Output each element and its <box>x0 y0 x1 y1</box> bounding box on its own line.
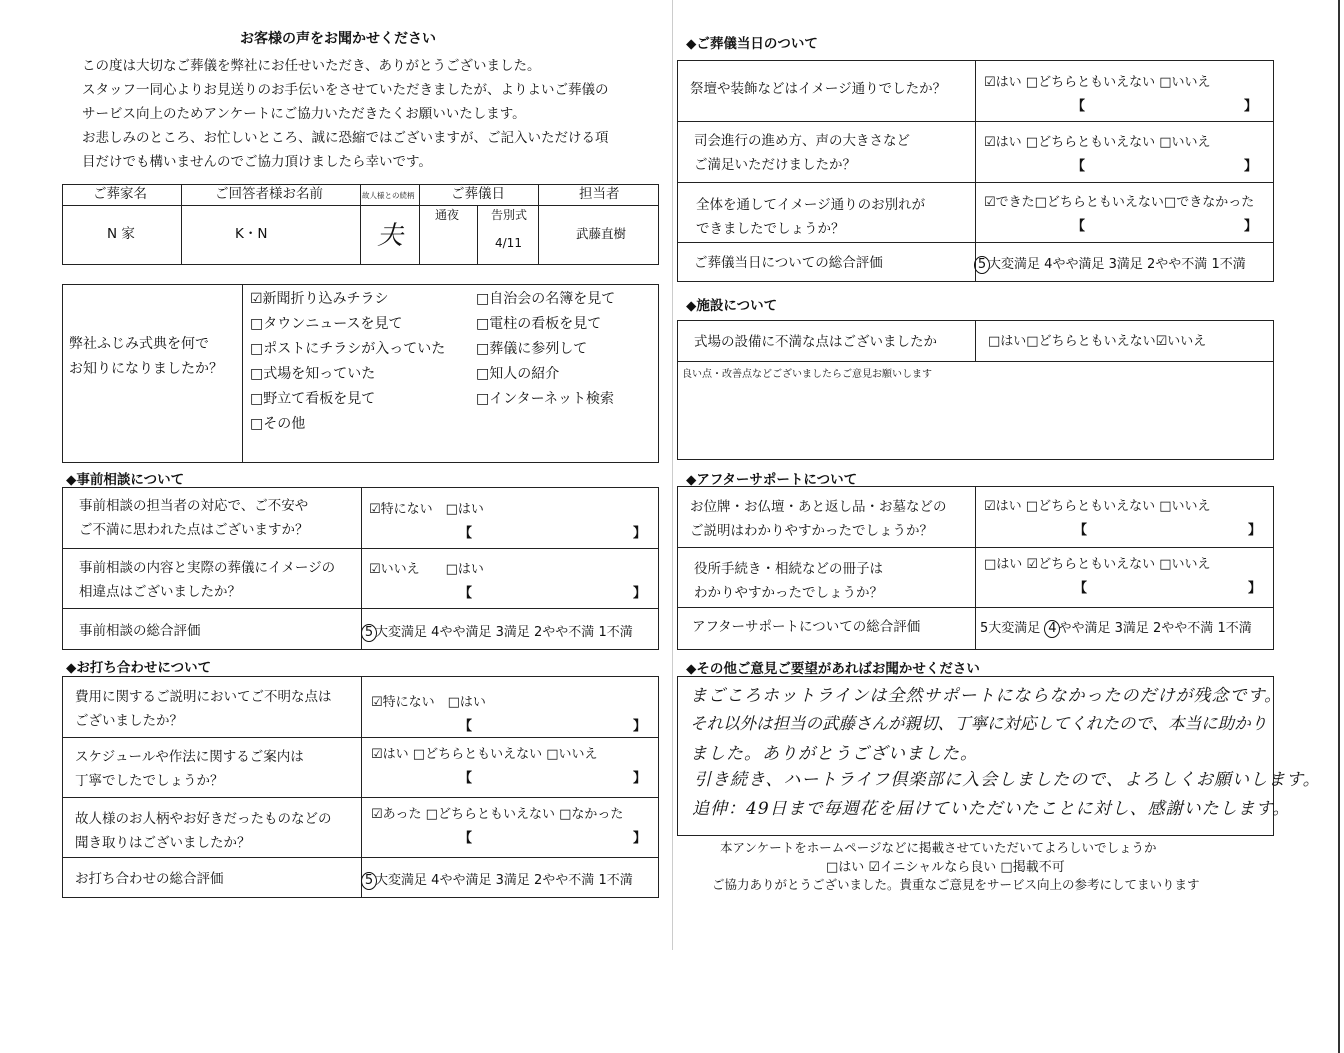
referral-question: 弊社ふじみ式典を何で <box>69 336 209 352</box>
funeral-date-value: 4/11 <box>495 236 522 250</box>
relation-value: 夫 <box>377 221 405 251</box>
header-family: ご葬家名 <box>93 186 147 202</box>
intro-text: この度は大切なご葬儀を弊社にお任せいただき、ありがとうございました。 スタッフ一同心よりお見送りのお手伝いをさせていただきましたが、よりよいご葬儀の サービス向上のためアンケートにご協力いただきたくお願いいたします。 お悲しみのところ、お忙しいところ、誠に恐縮ではございますが、ご記入いただける項 目だけでも構いませんのでご協力頂けましたら幸いです。 <box>82 58 609 170</box>
page-edge <box>1338 0 1340 1053</box>
page-fold <box>672 0 673 950</box>
header-funeral: 告別式 <box>491 208 528 222</box>
header-date: ご葬儀日 <box>451 186 505 202</box>
section-after-title: ◆アフターサポートについて <box>686 472 858 488</box>
consent-question: 本アンケートをホームページなどに掲載させていただいてよろしいでしょうか <box>720 840 1157 855</box>
comment-line: 引き続き、ハートライフ倶楽部に入会しましたので、よろしくお願いします。 <box>694 770 1321 790</box>
section-preconsult-title: ◆事前相談について <box>66 472 185 488</box>
info-table <box>62 184 659 265</box>
comment-line: まごころホットラインは全然サポートにならなかったのだけが残念です。 <box>690 686 1283 706</box>
comment-line: それ以外は担当の武藤さんが親切、丁寧に対応してくれたので、本当に助かり <box>690 714 1268 733</box>
family-name-value: N 家 <box>107 226 135 242</box>
section-facility-title: ◆施設について <box>686 298 778 314</box>
facility-table: 式場の設備に不満な点はございましたか □はい□どちらともいえない☑いいえ 良い点・改善点などございましたらご意見お願いします <box>677 320 1274 460</box>
thanks-text: ご協力ありがとうございました。貴重なご意見をサービス向上の参考にしてまいります <box>712 877 1200 892</box>
preconsult-table: 事前相談の担当者の対応で、ご不安や ご不満に思われた点はございますか？ ☑特にない □はい 【 】 事前相談の内容と実際の葬儀にイメージの 相違点はございましたか？ ☑いいえ □はい 【 】 事前相談の総合評価 5 大変満足 4やや満足 3満足 2やや不満 1不満 <box>62 487 659 650</box>
after-table: お位牌・お仏壇・あと返し品・お墓などの ご説明はわかりやすかったでしょうか？ ☑はい □どちらともいえない □いいえ 【 】 役所手続き・相続などの冊子は わかりやすかったでしょうか？ □はい ☑どちらともいえない □いいえ 【 】 アフターサポートについての総合評価 5大変満足 4 やや満足 3満足 2やや不満 1不満 <box>677 486 1274 650</box>
day-table: 祭壇や装飾などはイメージ通りでしたか？ ☑はい □どちらともいえない □いいえ 【 】 司会進行の進め方、声の大きさなど ご満足いただけましたか？ ☑はい □どちらともいえない □いいえ 【 】 全体を通してイメージ通りのお別れが できましたでしょうか？ ☑できた□どちらともいえない□できなかった 【 】 ご葬儀当日についての総合評価 5 大変満足 4やや満足 3満足 2やや不満 1不満 <box>677 60 1274 282</box>
header-respondent: ご回答者様お名前 <box>215 186 323 202</box>
meeting-rating: 5 大変満足 4やや満足 3満足 2やや不満 1不満 <box>361 869 633 890</box>
comment-line: ました。ありがとうございました。 <box>690 744 978 764</box>
consent-answer: □はい ☑イニシャルなら良い □掲載不可 <box>826 860 1065 875</box>
section-meeting-title: ◆お打ち合わせについて <box>66 660 212 676</box>
page-title: お客様の声をお聞かせください <box>240 31 436 47</box>
referral-box: 弊社ふじみ式典を何で お知りになりましたか？ ☑新聞折り込みチラシ □タウンニュースを見て □ポストにチラシが入っていた □式場を知っていた □野立て看板を見て □その他 □自治会の名簿を見て □電柱の看板を見て □葬儀に参列して □知人の紹介 □インターネット検索 <box>62 284 659 463</box>
day-rating: 5 大変満足 4やや満足 3満足 2やや不満 1不満 <box>974 253 1246 274</box>
referral-options-col2: □自治会の名簿を見て □電柱の看板を見て □葬儀に参列して □知人の紹介 □インターネット検索 <box>476 291 616 407</box>
respondent-value: K・N <box>235 226 268 242</box>
staff-value: 武藤直樹 <box>576 226 627 241</box>
section-day-title: ◆ご葬儀当日のついて <box>686 36 818 52</box>
section-other-title: ◆その他ご意見ご要望があればお聞かせください <box>686 661 980 677</box>
meeting-table: 費用に関するご説明においてご不明な点は ございましたか？ ☑特にない □はい 【 】 スケジュールや作法に関するご案内は 丁寧でしたでしょうか？ ☑はい □どちらともいえない □いいえ 【 】 故人様のお人柄やお好きだったものなどの 聞き取りはございましたか？ ☑あった □どちらともいえない □なかった 【 】 お打ち合わせの総合評価 5 大変満足 4やや満足 3満足 2やや不満 1不満 <box>62 676 659 898</box>
comment-line: 追伸：49日まで毎週花を届けていただいたことに対し、感謝いたします。 <box>692 799 1291 819</box>
preconsult-rating: 5 大変満足 4やや満足 3満足 2やや不満 1不満 <box>361 621 633 642</box>
after-rating: 5大変満足 4 やや満足 3満足 2やや不満 1不満 <box>980 621 1252 636</box>
referral-options-col1: ☑新聞折り込みチラシ □タウンニュースを見て □ポストにチラシが入っていた □式場を知っていた □野立て看板を見て □その他 <box>250 291 446 432</box>
comments-box <box>677 676 1321 836</box>
header-staff: 担当者 <box>579 186 620 202</box>
header-wake: 通夜 <box>435 208 460 222</box>
header-relation: 故人様との続柄 <box>362 191 415 200</box>
